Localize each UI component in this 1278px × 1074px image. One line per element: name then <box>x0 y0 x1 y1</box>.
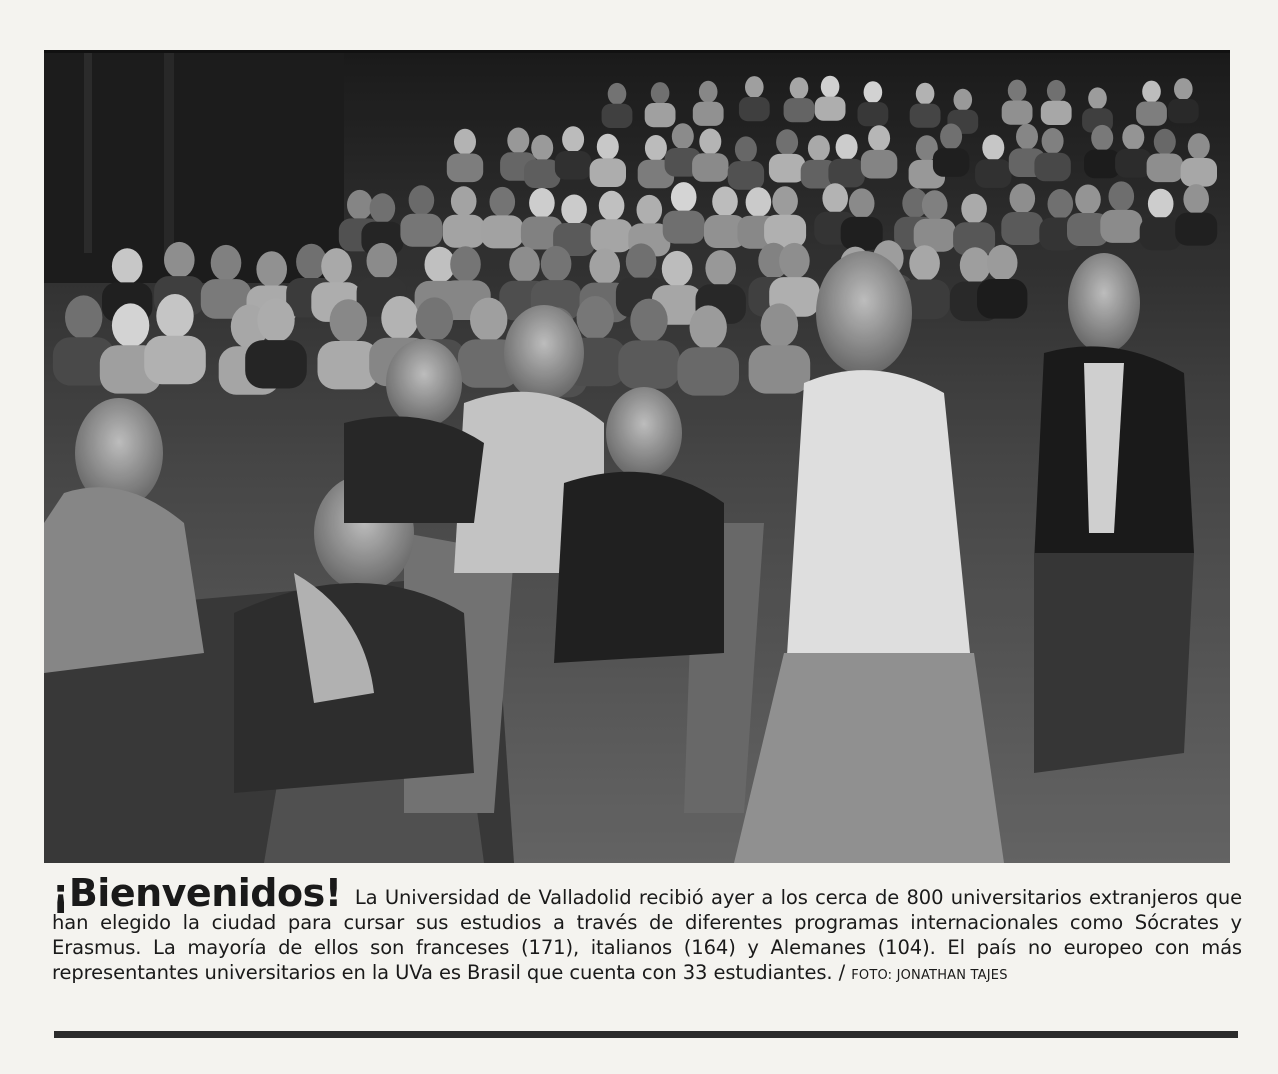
photo-caption <box>52 871 1242 988</box>
caption-body: La Universidad de Valladolid recibió ayer a los cerca de 800 universitarios extranjeros que han elegido la ciudad para cursar sus estudios a través de diferentes programas internacionales como Sócrates y Erasmus. La mayoría de ellos son franceses (171), italianos (164) y Alemanes (104). El país no europeo con más representantes universitarios en la UVa es Brasil que cuenta con 33 estudiantes. <box>52 886 1242 984</box>
photo-illustration <box>44 53 1230 863</box>
news-photo <box>44 50 1230 863</box>
photo-credit: FOTO: JONATHAN TAJES <box>851 968 1008 983</box>
bottom-rule <box>54 1031 1238 1038</box>
caption-headline: ¡Bienvenidos! <box>52 871 342 915</box>
caption-separator: / <box>838 961 846 984</box>
